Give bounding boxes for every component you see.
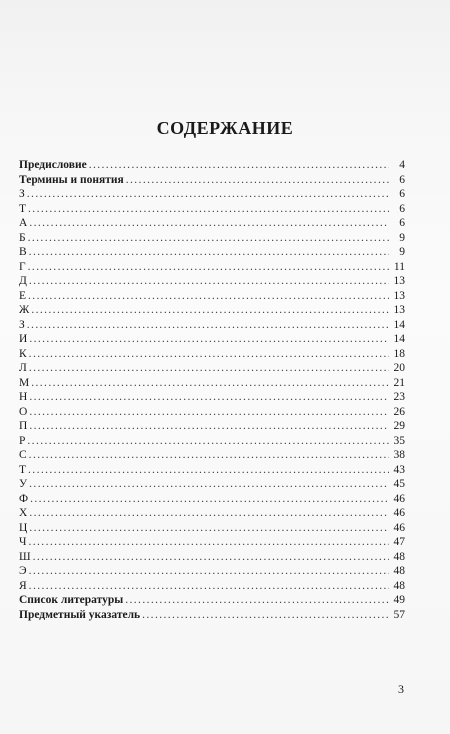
toc-entry-page: 35 xyxy=(393,434,405,447)
toc-entry xyxy=(19,405,405,420)
toc-leader-dots xyxy=(29,579,389,594)
toc-entry-label: Е xyxy=(19,289,27,302)
toc-entry-label: Т xyxy=(19,202,27,215)
toc-entry xyxy=(19,593,405,608)
toc-entry-page: 6 xyxy=(399,173,405,186)
page-number: 3 xyxy=(398,682,404,696)
toc-entry-page: 46 xyxy=(393,521,405,534)
toc-leader-dots xyxy=(28,260,389,275)
toc-entry-label: Х xyxy=(19,507,28,519)
toc-entry xyxy=(19,187,405,202)
toc-entry-page: 6 xyxy=(399,217,405,229)
toc-entry-page: 14 xyxy=(393,333,405,345)
toc-entry-label: Ц xyxy=(19,521,28,534)
toc-entry-page: 9 xyxy=(399,246,405,258)
toc-entry-page: 18 xyxy=(393,347,405,360)
toc-entry xyxy=(19,492,405,507)
toc-leader-dots xyxy=(27,434,389,449)
toc-entry xyxy=(19,608,405,623)
toc-entry-label: Б xyxy=(19,231,26,244)
toc-entry-page: 14 xyxy=(393,318,405,331)
toc-entry xyxy=(19,216,405,231)
toc-entry-page: 46 xyxy=(393,507,405,519)
toc-entry xyxy=(19,477,405,492)
toc-entry-page: 49 xyxy=(393,594,405,606)
toc-leader-dots xyxy=(29,405,389,420)
toc-entry xyxy=(19,506,405,521)
toc-leader-dots xyxy=(126,173,389,188)
toc-entry-label: Ч xyxy=(19,536,27,548)
toc-entry-label: Н xyxy=(19,391,28,403)
toc-leader-dots xyxy=(125,593,389,608)
toc-leader-dots xyxy=(30,492,389,507)
toc-entry-page: 26 xyxy=(393,405,405,418)
toc-leader-dots xyxy=(29,347,389,362)
toc-entry-label: И xyxy=(19,333,28,345)
toc-leader-dots xyxy=(29,521,389,536)
toc-leader-dots xyxy=(28,535,389,550)
toc-entry-label: О xyxy=(19,405,28,418)
toc-entry-label: Предметный указатель xyxy=(19,608,141,621)
toc-entry-label: Т xyxy=(19,463,27,476)
toc-entry-page: 23 xyxy=(393,391,405,403)
toc-leader-dots xyxy=(28,289,389,304)
toc-entry-page: 11 xyxy=(393,260,405,273)
toc-entry xyxy=(19,245,405,260)
toc-entry-page: 9 xyxy=(399,231,405,244)
toc-leader-dots xyxy=(31,303,389,318)
toc-entry xyxy=(19,303,405,318)
toc-entry-page: 13 xyxy=(393,304,405,316)
toc-entry-label: Р xyxy=(19,434,26,447)
toc-leader-dots xyxy=(89,158,389,173)
toc-entry-label: К xyxy=(19,347,27,360)
toc-leader-dots xyxy=(29,216,389,231)
toc-entry xyxy=(19,550,405,565)
toc-entry xyxy=(19,521,405,536)
toc-leader-dots xyxy=(29,390,389,405)
toc-entry-page: 46 xyxy=(393,492,405,505)
toc-entry-label: М xyxy=(19,376,30,389)
toc-leader-dots xyxy=(29,332,389,347)
toc-entry-page: 13 xyxy=(393,289,405,302)
page-title: СОДЕРЖАНИЕ xyxy=(156,118,294,138)
toc-leader-dots xyxy=(142,608,389,623)
toc-entry xyxy=(19,448,405,463)
toc-entry xyxy=(19,173,405,188)
toc-entry xyxy=(19,202,405,217)
toc-entry-label: Список литературы xyxy=(19,594,124,606)
toc-entry xyxy=(19,274,405,289)
toc-entry-label: З xyxy=(19,188,25,200)
toc-entry-page: 38 xyxy=(393,449,405,461)
toc-leader-dots xyxy=(27,187,389,202)
toc-leader-dots xyxy=(29,564,389,579)
toc-entry-label: Г xyxy=(19,260,26,273)
toc-leader-dots xyxy=(28,202,389,217)
toc-entry-label: Л xyxy=(19,362,27,374)
toc-entry xyxy=(19,158,405,173)
toc-entry-page: 43 xyxy=(393,463,405,476)
toc-entry xyxy=(19,376,405,391)
toc-entry-label: У xyxy=(19,478,28,490)
toc-entry xyxy=(19,463,405,478)
toc-entry-label: З xyxy=(19,318,25,331)
toc-entry-page: 13 xyxy=(393,275,405,287)
toc-entry xyxy=(19,361,405,376)
toc-entry-label: Д xyxy=(19,275,27,287)
toc-entry-label: С xyxy=(19,449,27,461)
toc-leader-dots xyxy=(29,361,389,376)
toc-entry-label: П xyxy=(19,420,28,432)
table-of-contents xyxy=(19,158,405,622)
toc-leader-dots xyxy=(28,231,389,246)
toc-entry xyxy=(19,434,405,449)
toc-leader-dots xyxy=(31,376,389,391)
toc-entry xyxy=(19,289,405,304)
toc-entry xyxy=(19,390,405,405)
toc-entry xyxy=(19,347,405,362)
toc-entry-label: Ф xyxy=(19,492,29,505)
toc-entry-label: А xyxy=(19,217,28,229)
toc-leader-dots xyxy=(27,318,389,333)
toc-leader-dots xyxy=(29,477,389,492)
toc-entry-label: Предисловие xyxy=(19,159,87,171)
toc-leader-dots xyxy=(29,506,389,521)
toc-entry xyxy=(19,260,405,275)
toc-leader-dots xyxy=(29,448,389,463)
toc-entry-page: 48 xyxy=(393,565,405,577)
toc-entry xyxy=(19,419,405,434)
toc-entry-page: 4 xyxy=(399,159,405,171)
toc-entry xyxy=(19,564,405,579)
toc-entry xyxy=(19,231,405,246)
toc-entry-label: Я xyxy=(19,579,27,592)
toc-entry-label: В xyxy=(19,246,27,258)
toc-leader-dots xyxy=(33,550,389,565)
toc-entry-label: Э xyxy=(19,565,27,577)
toc-entry-page: 48 xyxy=(393,579,405,592)
toc-entry-label: Ш xyxy=(19,550,31,563)
toc-leader-dots xyxy=(29,274,389,289)
toc-entry-page: 20 xyxy=(393,362,405,374)
toc-entry-page: 47 xyxy=(393,536,405,548)
toc-entry-page: 57 xyxy=(393,608,405,621)
toc-entry-page: 29 xyxy=(393,420,405,432)
toc-entry xyxy=(19,318,405,333)
toc-leader-dots xyxy=(28,463,389,478)
toc-entry-page: 45 xyxy=(393,478,405,490)
toc-leader-dots xyxy=(29,245,389,260)
toc-entry xyxy=(19,332,405,347)
toc-entry-page: 6 xyxy=(399,188,405,200)
toc-entry-label: Ж xyxy=(19,304,30,316)
toc-entry-page: 48 xyxy=(393,550,405,563)
toc-leader-dots xyxy=(29,419,389,434)
toc-entry xyxy=(19,579,405,594)
toc-entry-page: 21 xyxy=(393,376,405,389)
toc-entry xyxy=(19,535,405,550)
toc-entry-label: Термины и понятия xyxy=(19,173,124,186)
toc-entry-page: 6 xyxy=(399,202,405,215)
